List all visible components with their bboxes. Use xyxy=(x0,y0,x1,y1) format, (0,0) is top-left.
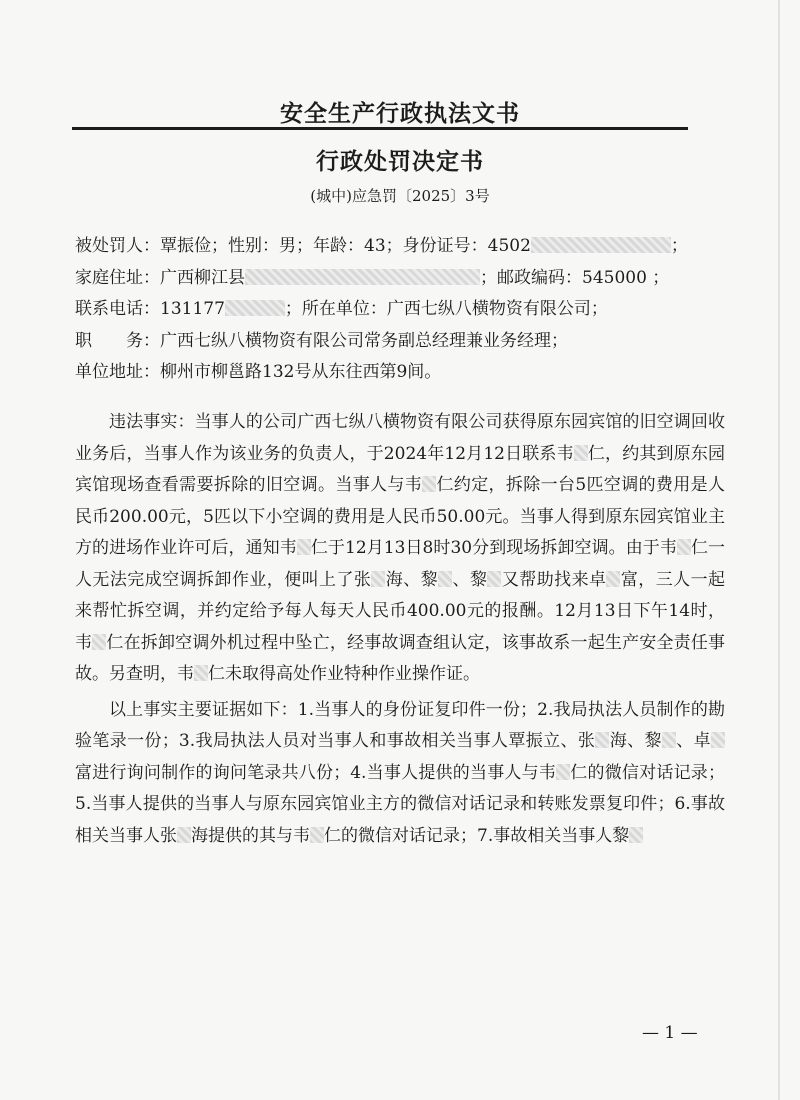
redaction xyxy=(531,237,671,253)
party-info xyxy=(75,231,725,389)
info-line-identity: 被处罚人：覃振俭；性别：男；年龄：43；身份证号：4502 ； xyxy=(75,236,688,256)
redaction xyxy=(92,634,106,650)
redaction xyxy=(662,732,676,748)
redaction xyxy=(438,571,452,587)
redaction xyxy=(177,827,191,843)
decision-title: 行政处罚决定书 xyxy=(316,148,484,175)
info-line-unit-address: 单位地址：柳州市柳邕路132号从东往西第9间。 xyxy=(75,362,442,382)
redaction xyxy=(487,571,501,587)
document-title: 安全生产行政执法文书 xyxy=(280,100,520,127)
paragraph-evidence: 以上事实主要证据如下：1.当事人的身份证复印件一份；2.我局执法人员制作的勘验笔录一份；3.我局执法人员对当事人和事故相关当事人覃振立、张 海、黎 、卓富进行询问制作的询问笔录共八份；4.当事人提供的当事人与韦 仁的微信对话记录；5.当事人提供的当事人与原东园宾馆业主方的微信对话记录和转账发票复印件；6.事故相关当事人张 海提供的其与韦 仁的微信对话记录；7.事故相关当事人黎 xyxy=(75,699,726,846)
redaction xyxy=(225,300,285,316)
redaction xyxy=(422,476,436,492)
document-body xyxy=(75,407,725,856)
redaction xyxy=(574,445,588,461)
redaction xyxy=(371,571,385,587)
info-line-phone: 联系电话：131177 ；所在单位：广西七纵八横物资有限公司； xyxy=(75,299,608,319)
redaction xyxy=(606,571,620,587)
info-line-position: 职 务：广西七纵八横物资有限公司常务副总经理兼业务经理； xyxy=(75,330,568,351)
redaction xyxy=(245,269,480,285)
redaction xyxy=(297,539,311,555)
title-divider xyxy=(72,127,688,130)
redaction xyxy=(629,827,643,843)
redaction xyxy=(310,827,324,843)
info-line-address: 家庭住址：广西柳江县 ；邮政编码：545000 ； xyxy=(75,267,670,288)
page-number: — 1 — xyxy=(642,1023,698,1043)
redaction xyxy=(711,732,725,748)
redaction xyxy=(677,539,691,555)
redaction xyxy=(556,764,570,780)
redaction xyxy=(595,732,609,748)
document-number: (城中)应急罚〔2025〕3号 xyxy=(310,187,490,205)
paragraph-facts: 违法事实：当事人的公司广西七纵八横物资有限公司获得原东园宾馆的旧空调回收业务后，当事人作为该业务的负责人，于2024年12月12日联系韦 仁，约其到原东园宾馆现场查看需要拆除的旧空调。当事人与韦 仁约定，拆除一台5匹空调的费用是人民币200.00元，5匹以下小空调的费用是人民币50.00元。当事人得到原东园宾馆业主方的进场作业许可后，通知韦 仁于12月13日8时30分到现场拆卸空调。由于韦 仁一人无法完成空调拆卸作业，便叫上了张 海、黎 、黎 又帮助找来卓 富，三人一起来帮忙拆空调，并约定给予每人每天人民币400.00元的报酬。12月13日下午14时，韦 仁在拆卸空调外机过程中坠亡，经事故调查组认定，该事故系一起生产安全责任事故。另查明，韦 仁未取得高处作业特种作业操作证。 xyxy=(75,412,726,684)
redaction xyxy=(194,665,208,681)
